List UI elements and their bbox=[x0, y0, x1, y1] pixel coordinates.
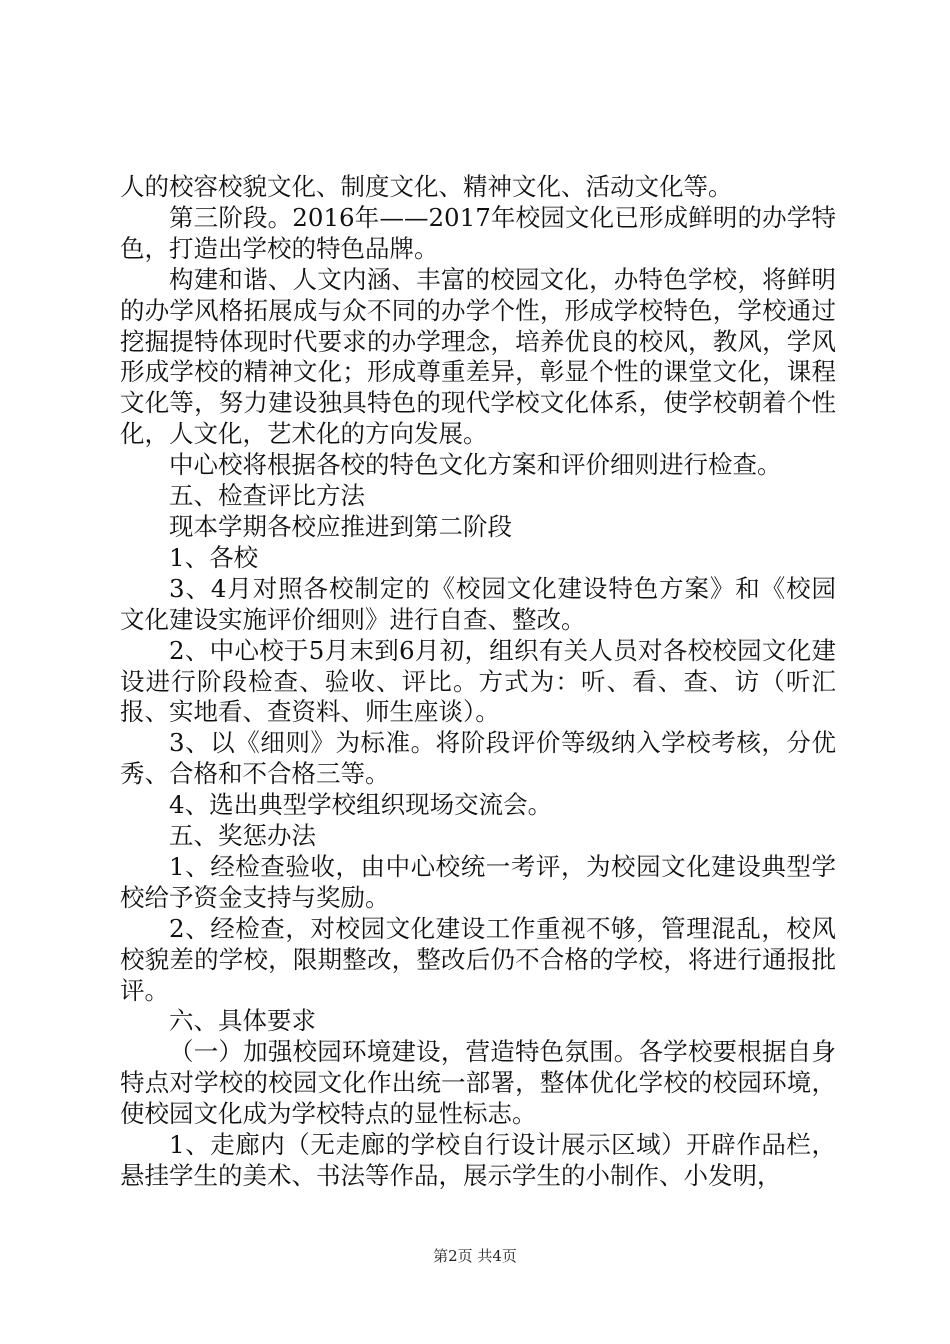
paragraph-environment: （一）加强校园环境建设，营造特色氛围。各学校要根据自身特点对学校的校园文化作出统一部署，整体优化学校的校园环境，使校园文化成为学校特点的显性标志。 bbox=[120, 1037, 836, 1129]
paragraph-stage-three: 第三阶段。2016年——2017年校园文化已形成鲜明的办学特色，打造出学校的特色品牌。 bbox=[120, 202, 836, 263]
section-heading-inspection: 五、检查评比方法 bbox=[169, 481, 365, 511]
paragraph-inspection-note: 中心校将根据各校的特色文化方案和评价细则进行检查。 bbox=[169, 450, 782, 480]
page-footer: 第2页 共4页 bbox=[433, 1247, 517, 1265]
list-item-reward: 1、经检查验收，由中心校统一考评，为校园文化建设典型学校给予资金支持与奖励。 bbox=[120, 851, 836, 912]
document-body bbox=[120, 172, 836, 1192]
list-item-standard: 3、以《细则》为标准。将阶段评价等级纳入学校考核，分优秀、合格和不合格三等。 bbox=[120, 728, 836, 789]
paragraph-continuation: 人的校容校貌文化、制度文化、精神文化、活动文化等。 bbox=[120, 172, 733, 201]
list-item-exchange-meeting: 4、选出典型学校组织现场交流会。 bbox=[169, 790, 553, 820]
list-item-schools: 1、各校 bbox=[169, 542, 259, 572]
paragraph-current-stage: 现本学期各校应推进到第二阶段 bbox=[169, 511, 512, 541]
section-heading-requirements: 六、具体要求 bbox=[169, 1006, 316, 1036]
list-item-self-check: 3、4月对照各校制定的《校园文化建设特色方案》和《校园文化建设实施评价细则》进行自查、整改。 bbox=[120, 573, 836, 634]
section-heading-rewards: 五、奖惩办法 bbox=[169, 821, 316, 851]
paragraph-culture-goals: 构建和谐、人文内涵、丰富的校园文化，办特色学校，将鲜明的办学风格拓展成与众不同的办学个性，形成学校特色，学校通过挖掘提特体现时代要求的办学理念，培养优良的校风，教风，学风形成学校的精神文化；形成尊重差异，彰显个性的课堂文化，课程文化等，努力建设独具特色的现代学校文化体系，使学校朝着个性化，人文化，艺术化的方向发展。 bbox=[120, 264, 836, 449]
list-item-corridor: 1、走廊内（无走廊的学校自行设计展示区域）开辟作品栏，悬挂学生的美术、书法等作品，展示学生的小制作、小发明， bbox=[120, 1130, 836, 1190]
list-item-center-inspection: 2、中心校于5月末到6月初，组织有关人员对各校校园文化建设进行阶段检查、验收、评比。方式为：听、看、查、访（听汇报、实地看、查资料、师生座谈）。 bbox=[120, 635, 836, 727]
list-item-penalty: 2、经检查，对校园文化建设工作重视不够，管理混乱，校风校貌差的学校，限期整改，整改后仍不合格的学校，将进行通报批评。 bbox=[120, 913, 836, 1005]
